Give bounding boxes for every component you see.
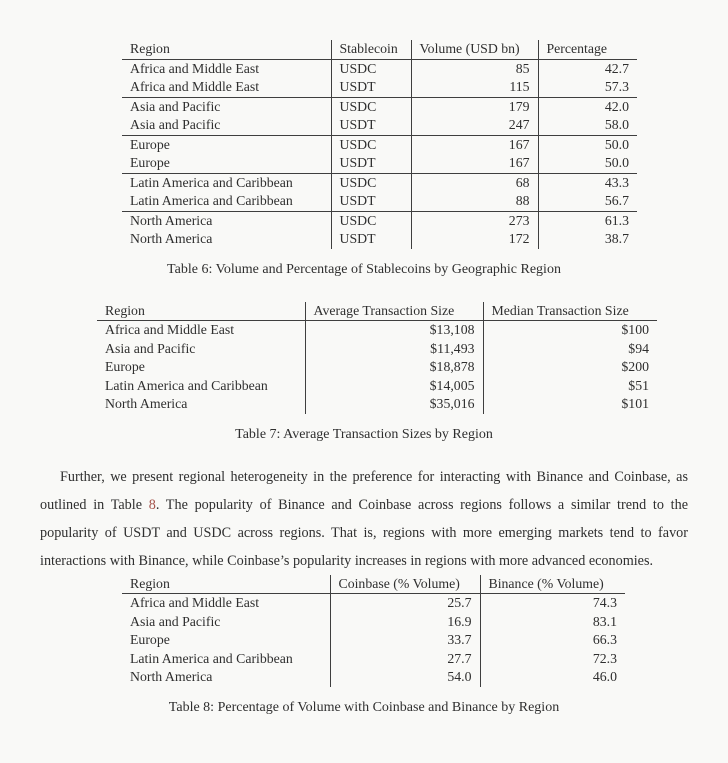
column-header: Binance (% Volume) xyxy=(480,575,625,594)
column-header: Volume (USD bn) xyxy=(411,40,538,59)
table-7-transaction-sizes-by-region xyxy=(97,302,657,414)
table-cell: 46.0 xyxy=(480,668,625,687)
table-cell: $94 xyxy=(483,340,657,359)
table-cell: 54.0 xyxy=(330,668,480,687)
table-row xyxy=(122,668,625,687)
table-cell: $14,005 xyxy=(305,377,483,396)
table-cell: 83.1 xyxy=(480,613,625,632)
table-row xyxy=(122,650,625,669)
table-row xyxy=(97,321,657,340)
table-cell: 25.7 xyxy=(330,594,480,613)
table-cell: 58.0 xyxy=(538,116,637,135)
table-cell: 27.7 xyxy=(330,650,480,669)
table-cell: Asia and Pacific xyxy=(122,97,331,116)
table-cell: USDC xyxy=(331,97,411,116)
table-cell: 42.0 xyxy=(538,97,637,116)
table-cell: 33.7 xyxy=(330,631,480,650)
table-cell: Europe xyxy=(105,359,145,374)
table-cell: Asia and Pacific xyxy=(130,117,221,132)
table-row xyxy=(97,358,657,377)
table-cell: $100 xyxy=(483,321,657,340)
table-cell: 273 xyxy=(411,211,538,230)
table-cell: 72.3 xyxy=(480,650,625,669)
table-row xyxy=(122,116,637,135)
table-cell: Latin America and Caribbean xyxy=(130,650,293,666)
table-cell: 38.7 xyxy=(538,230,637,249)
table-row xyxy=(122,154,637,173)
table-cell: North America xyxy=(105,396,188,411)
table-8-exchange-volume-by-region xyxy=(122,575,625,687)
table-cell: Asia and Pacific xyxy=(105,340,196,356)
paragraph-text-before-link: Further, we present regional heterogeneity in the preference for interacting with Binance and Coinbase, as outlined in Table xyxy=(40,468,688,513)
table-cell: USDT xyxy=(331,116,411,135)
column-header: Percentage xyxy=(538,40,637,59)
table-row xyxy=(97,340,657,359)
table-cell: $11,493 xyxy=(305,340,483,359)
table-cell: $200 xyxy=(483,358,657,377)
table-cell: Latin America and Caribbean xyxy=(122,173,331,192)
table-row xyxy=(122,613,625,632)
table-cell: 61.3 xyxy=(538,211,637,230)
table-row xyxy=(122,97,637,116)
table-6-caption: Table 6: Volume and Percentage of Stablecoins by Geographic Region xyxy=(167,261,561,277)
table-cell: USDC xyxy=(331,211,411,230)
table-cell: $18,878 xyxy=(305,358,483,377)
table-cell: USDT xyxy=(331,154,411,173)
table-cell: USDT xyxy=(331,192,411,211)
table-cell: USDC xyxy=(331,173,411,192)
table-cell: 68 xyxy=(411,173,538,192)
table-row xyxy=(122,173,637,192)
table-row xyxy=(122,211,637,230)
table-row xyxy=(122,135,637,154)
column-header: Median Transaction Size xyxy=(483,302,657,321)
table-cell: USDT xyxy=(331,78,411,97)
table-cell: $35,016 xyxy=(305,395,483,414)
column-header: Stablecoin xyxy=(331,40,411,59)
table-cell: Asia and Pacific xyxy=(130,613,221,629)
table-row xyxy=(122,594,625,613)
table-cell: $51 xyxy=(483,377,657,396)
table-cell: 85 xyxy=(411,59,538,78)
table-cell: 74.3 xyxy=(480,594,625,613)
table-cell: 172 xyxy=(411,230,538,249)
table-cell: 42.7 xyxy=(538,59,637,78)
table-row xyxy=(122,78,637,97)
table-cell: North America xyxy=(122,211,331,230)
table-cell: USDC xyxy=(331,59,411,78)
table-cell: 247 xyxy=(411,116,538,135)
body-paragraph xyxy=(40,463,688,575)
table-row xyxy=(122,631,625,650)
table-header-row xyxy=(122,575,625,594)
paragraph-text-after-link: . The popularity of Binance and Coinbase across regions follows a similar trend to the popularity of USDT and USDC across regions. That is, regions with more emerging markets tend to favor interactions with Binance, while Coinbase’s popularity increases in regions with more advanced economies. xyxy=(40,496,688,569)
table-cell: USDC xyxy=(331,135,411,154)
table-8-caption: Table 8: Percentage of Volume with Coinbase and Binance by Region xyxy=(168,699,560,715)
table-cell: 50.0 xyxy=(538,154,637,173)
table-cell: 43.3 xyxy=(538,173,637,192)
table-cell: North America xyxy=(130,669,213,684)
table-row xyxy=(122,230,637,249)
table-row xyxy=(97,377,657,396)
table-cell: $13,108 xyxy=(305,321,483,340)
table-cell: 179 xyxy=(411,97,538,116)
table-cell: Africa and Middle East xyxy=(130,595,260,610)
table-cell: 115 xyxy=(411,78,538,97)
table-cell: Europe xyxy=(130,632,170,647)
table-cell: Africa and Middle East xyxy=(105,322,235,337)
table-cell: North America xyxy=(130,231,213,246)
table-header-row xyxy=(97,302,657,321)
table-cell: 56.7 xyxy=(538,192,637,211)
table-cell: 57.3 xyxy=(538,78,637,97)
table-cell: 167 xyxy=(411,154,538,173)
table-8-reference-link[interactable]: 8 xyxy=(148,496,156,513)
table-cell: 88 xyxy=(411,192,538,211)
table-cell: Europe xyxy=(122,135,331,154)
table-cell: 50.0 xyxy=(538,135,637,154)
table-row xyxy=(122,59,637,78)
table-cell: Africa and Middle East xyxy=(130,79,260,94)
column-header: Region xyxy=(122,40,331,59)
table-cell: Latin America and Caribbean xyxy=(130,193,293,208)
table-cell: Latin America and Caribbean xyxy=(105,377,268,393)
table-cell: 167 xyxy=(411,135,538,154)
table-cell: USDT xyxy=(331,230,411,249)
table-cell: $101 xyxy=(483,395,657,414)
column-header: Region xyxy=(97,302,305,321)
column-header: Average Transaction Size xyxy=(305,302,483,321)
column-header: Coinbase (% Volume) xyxy=(330,575,480,594)
table-row xyxy=(122,192,637,211)
table-7-caption: Table 7: Average Transaction Sizes by Region xyxy=(235,426,493,442)
table-cell: 66.3 xyxy=(480,631,625,650)
table-cell: Europe xyxy=(130,155,170,170)
table-header-row xyxy=(122,40,637,59)
table-6-stablecoin-volume-by-region xyxy=(122,40,637,249)
table-row xyxy=(97,395,657,414)
table-cell: 16.9 xyxy=(330,613,480,632)
column-header: Region xyxy=(122,575,330,594)
table-cell: Africa and Middle East xyxy=(130,60,260,76)
